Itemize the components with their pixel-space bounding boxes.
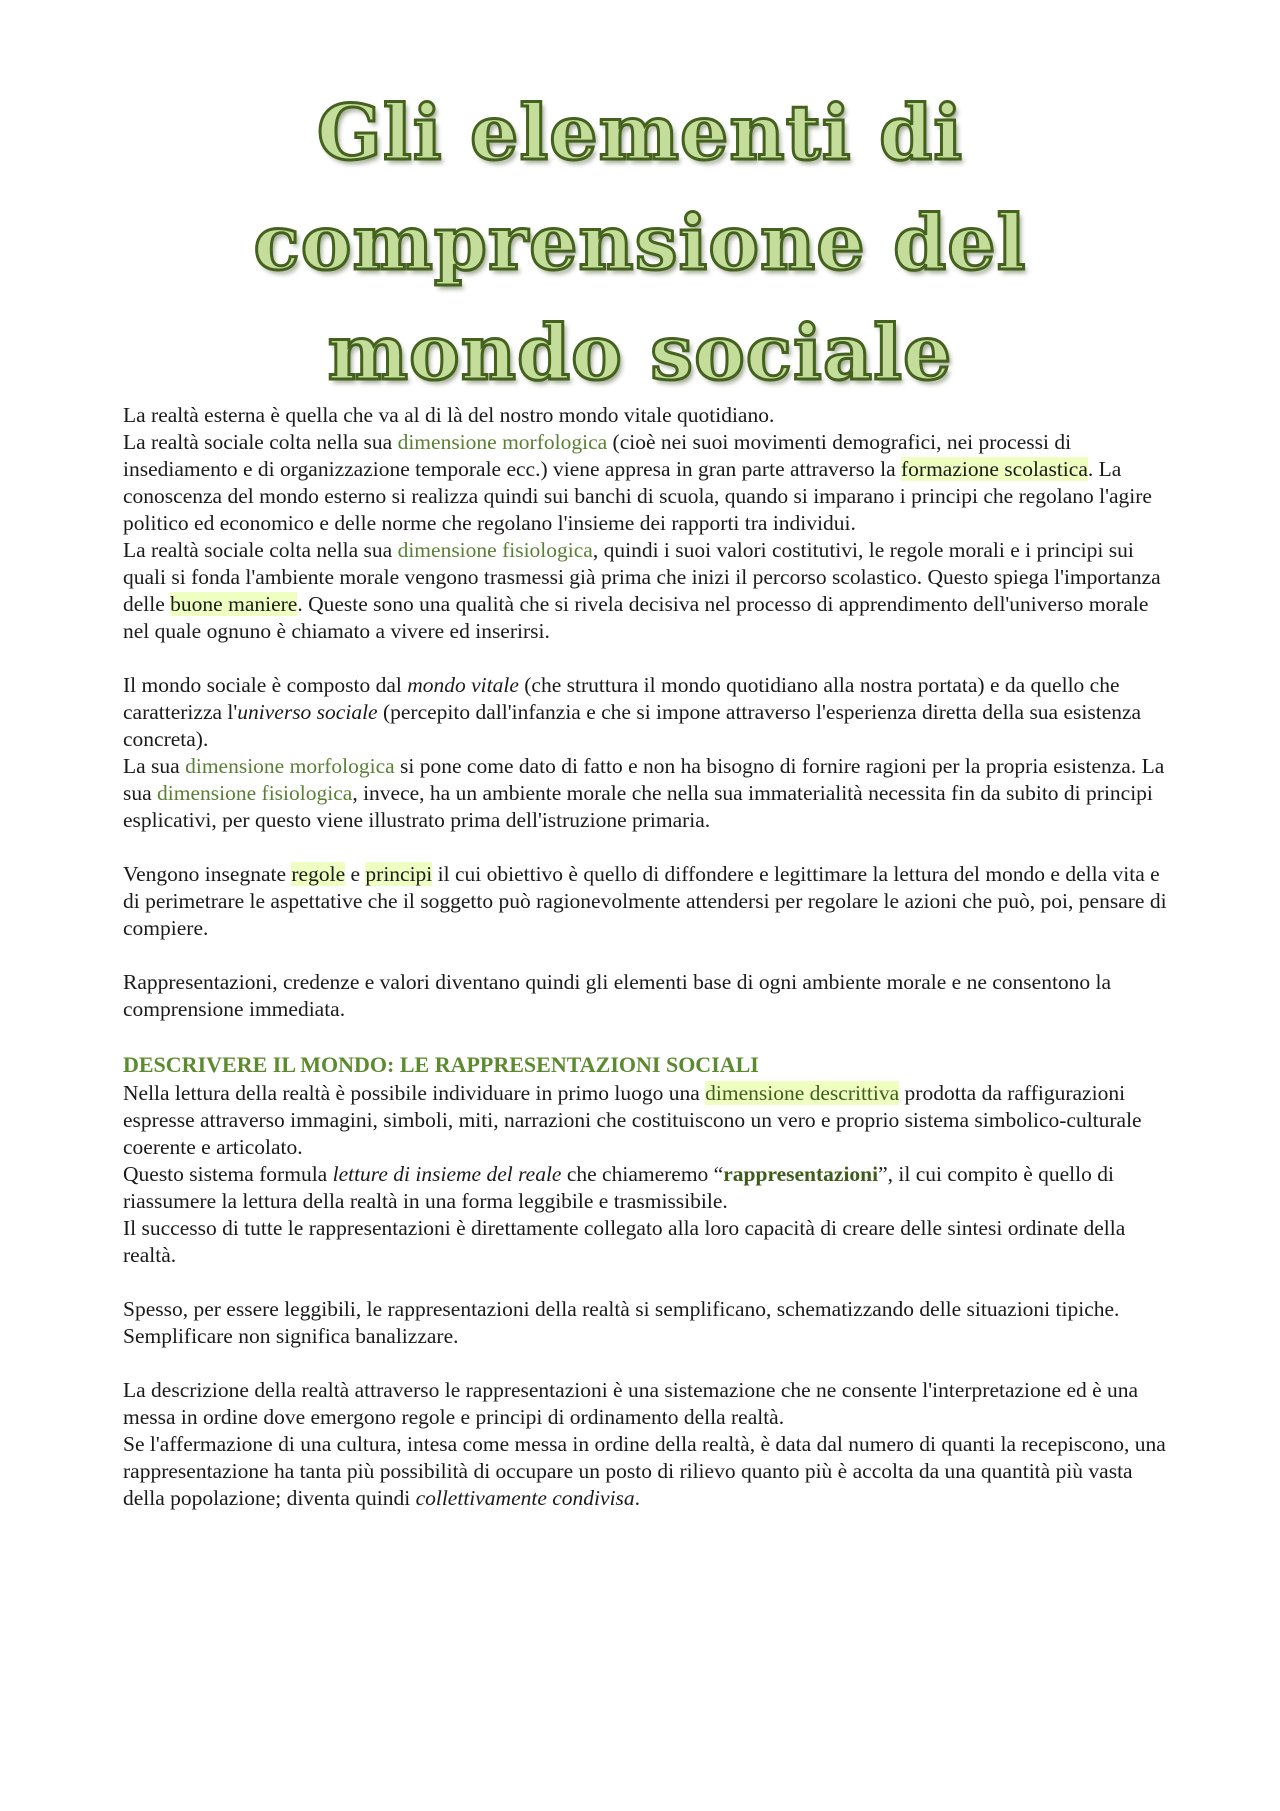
paragraph-7: Nella lettura della realtà è possibile individuare in primo luogo una dimensione descrittiva prodotta da raffigurazioni espresse attraverso immagini, simboli, miti, narrazioni che costituiscono un vero e proprio sistema simbolico-culturale coerente e articolato. bbox=[123, 1081, 1142, 1159]
bold-rappresentazioni: rappresentazioni bbox=[723, 1162, 879, 1186]
highlight-formazione-scolastica: formazione scolastica bbox=[901, 457, 1088, 481]
paragraph-10: Spesso, per essere leggibili, le rappresentazioni della realtà si semplificano, schematizzando delle situazioni tipiche. Semplificare non significa banalizzare. bbox=[123, 1297, 1120, 1348]
highlight-principi: principi bbox=[365, 862, 433, 886]
document-body bbox=[123, 402, 1175, 1512]
italic-universo-sociale: universo sociale bbox=[237, 700, 378, 724]
paragraph-11: La descrizione della realtà attraverso le rappresentazioni è una sistemazione che ne consente l'interpretazione ed è una messa in ordine dove emergono regole e principi di ordinamento della realtà. bbox=[123, 1378, 1139, 1429]
title-line-3: mondo sociale bbox=[327, 308, 953, 397]
paragraph-5: Vengono insegnate regole e principi il cui obiettivo è quello di diffondere e legittimare la lettura del mondo e della vita e di perimetrare le aspettative che il soggetto può ragionevolmente attendersi per regolare le azioni che può, poi, pensare di compiere. bbox=[123, 862, 1167, 940]
term-dimensione-morfologica-2: dimensione morfologica bbox=[185, 754, 395, 778]
paragraph-6: Rappresentazioni, credenze e valori diventano quindi gli elementi base di ogni ambiente morale e ne consentono la comprensione immediata. bbox=[123, 970, 1112, 1021]
italic-mondo-vitale: mondo vitale bbox=[407, 673, 519, 697]
highlight-buone-maniere: buone maniere bbox=[170, 592, 298, 616]
paragraph-8: Questo sistema formula letture di insieme del reale che chiameremo “rappresentazioni”, il cui compito è quello di riassumere la lettura della realtà in una forma leggibile e trasmissibile. bbox=[123, 1162, 1114, 1213]
paragraph-1-intro: La realtà esterna è quella che va al di là del nostro mondo vitale quotidiano. La realtà sociale colta nella sua dimensione morfologica (cioè nei suoi movimenti demografici, nei processi di insediamento e di organizzazione temporale ecc.) viene appresa in gran parte attraverso la formazione scolastica. La conoscenza del mondo esterno si realizza quindi sui banchi di scuola, quando si imparano i principi che regolano l'agire politico ed economico e delle norme che regolano l'insieme dei rapporti tra individui. bbox=[123, 403, 1152, 535]
highlight-dimensione-descrittiva: dimensione descrittiva bbox=[705, 1081, 900, 1105]
term-dimensione-fisiologica: dimensione fisiologica bbox=[397, 538, 593, 562]
paragraph-2: La realtà sociale colta nella sua dimensione fisiologica, quindi i suoi valori costitutivi, le regole morali e i principi sui quali si fonda l'ambiente morale vengono trasmessi già prima che inizi il percorso scolastico. Questo spiega l'importanza delle buone maniere. Queste sono una qualità che si rivela decisiva nel processo di apprendimento dell'universo morale nel quale ognuno è chiamato a vivere ed inserirsi. bbox=[123, 538, 1161, 643]
paragraph-12: Se l'affermazione di una cultura, intesa come messa in ordine della realtà, è data dal numero di quanti la recepiscono, una rappresentazione ha tanta più possibilità di occupare un posto di rilievo quanto più è accolta da una quantità più vasta della popolazione; diventa quindi collettivamente condivisa. bbox=[123, 1432, 1166, 1510]
term-dimensione-fisiologica-2: dimensione fisiologica bbox=[157, 781, 353, 805]
title-line-1: Gli elementi di bbox=[316, 88, 964, 177]
italic-letture-di-insieme: letture di insieme del reale bbox=[332, 1162, 562, 1186]
term-dimensione-morfologica: dimensione morfologica bbox=[397, 430, 608, 454]
title-line-2: comprensione del bbox=[253, 198, 1027, 287]
paragraph-9: Il successo di tutte le rappresentazioni è direttamente collegato alla loro capacità di creare delle sintesi ordinate della realtà. bbox=[123, 1216, 1126, 1267]
paragraph-3: Il mondo sociale è composto dal mondo vitale (che struttura il mondo quotidiano alla nostra portata) e da quello che caratterizza l'universo sociale (percepito dall'infanzia e che si impone attraverso l'esperienza diretta della sua esistenza concreta). bbox=[123, 673, 1142, 751]
italic-collettivamente-condivisa: collettivamente condivisa bbox=[415, 1486, 635, 1510]
page-title bbox=[0, 78, 1280, 408]
paragraph-4: La sua dimensione morfologica si pone come dato di fatto e non ha bisogno di fornire ragioni per la propria esistenza. La sua dimensione fisiologica, invece, ha un ambiente morale che nella sua immaterialità necessita fin da subito di principi esplicativi, per questo viene illustrato prima dell'istruzione primaria. bbox=[123, 754, 1165, 832]
highlight-regole: regole bbox=[291, 862, 346, 886]
section-heading: DESCRIVERE IL MONDO: LE RAPPRESENTAZIONI SOCIALI bbox=[123, 1052, 759, 1077]
